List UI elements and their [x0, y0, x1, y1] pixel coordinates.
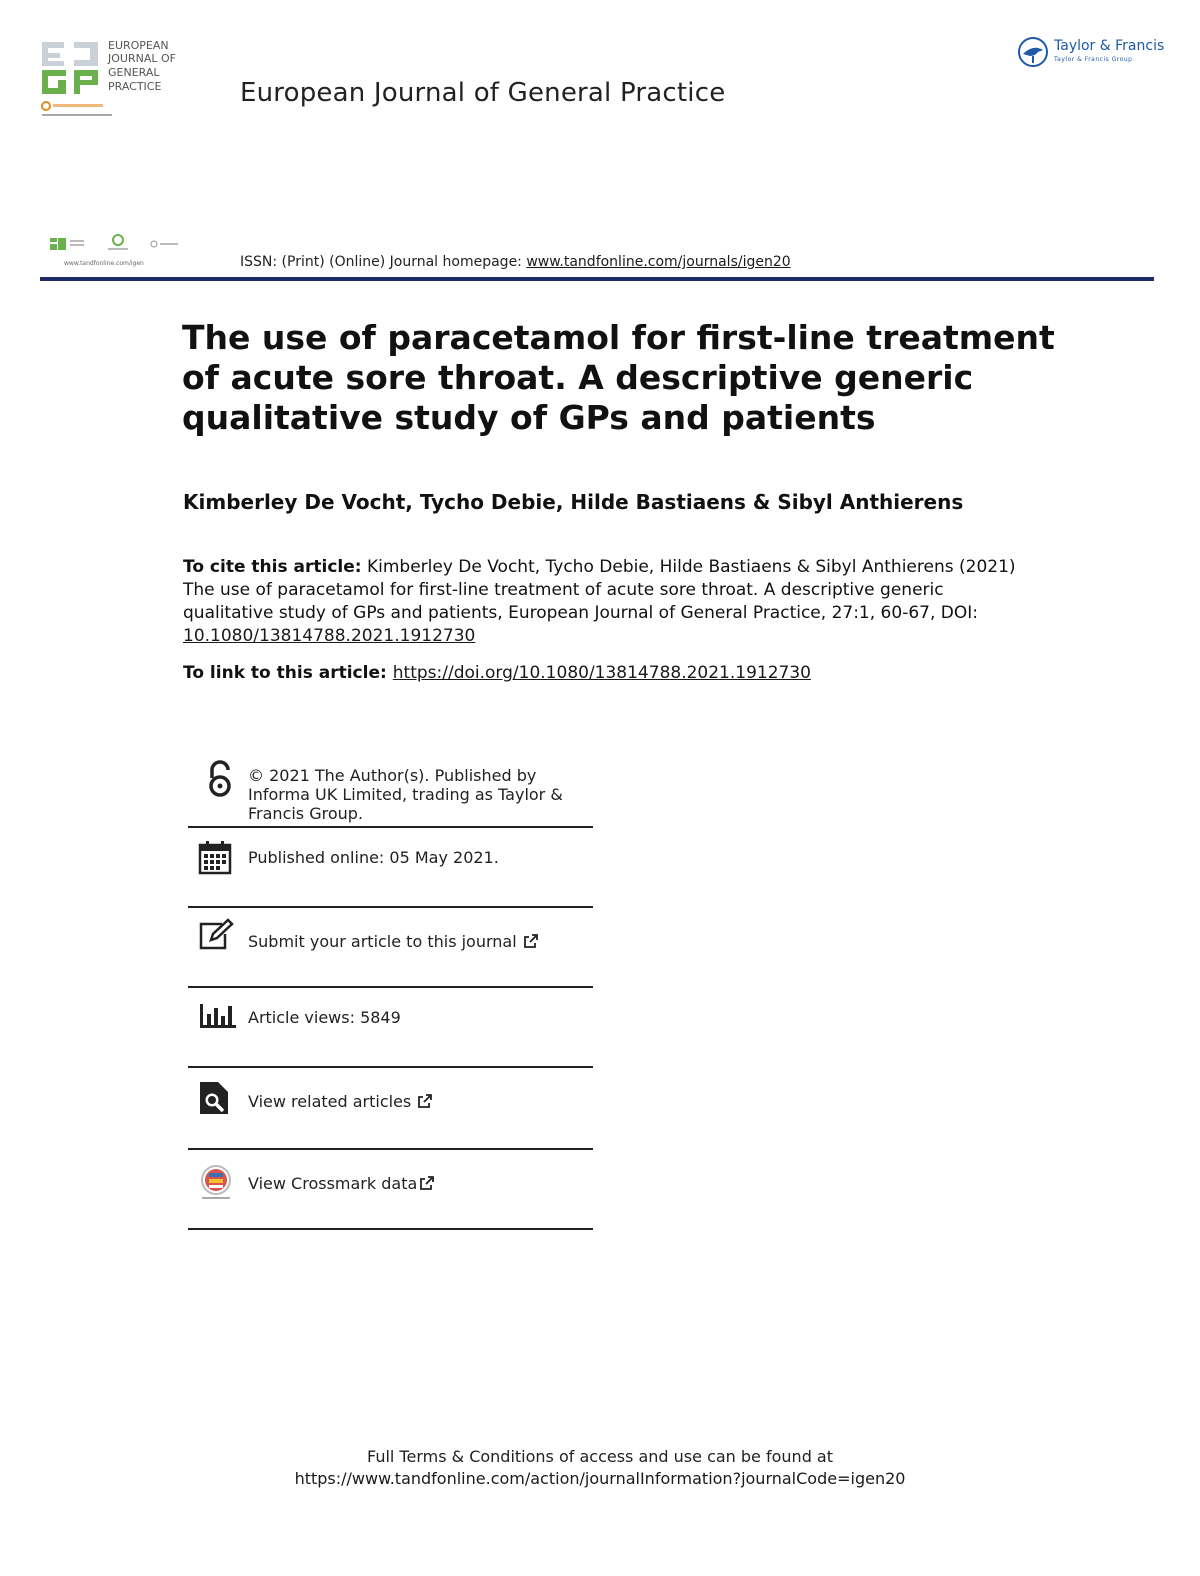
citation — [183, 556, 1023, 648]
cite-text: Kimberley De Vocht, Tycho Debie, Hilde Bastiaens & Sibyl Anthierens (2021) The use of paracetamol for first-line treatment of acute sore throat. A descriptive generic qualitative study of GPs and patients, European Journal of General Practice, 27:1, 60-67, DOI: — [183, 557, 1016, 623]
related-label: View related articles — [248, 1092, 412, 1111]
publisher-sub: Taylor & Francis Group — [1054, 56, 1133, 63]
article-link-line — [183, 663, 811, 683]
calendar-icon — [198, 840, 234, 876]
header-rule — [40, 277, 1154, 281]
svg-text:PRACTICE: PRACTICE — [108, 80, 162, 93]
crossmark-icon — [198, 1164, 234, 1200]
submit-text[interactable] — [248, 932, 593, 953]
crossmark-row[interactable] — [188, 1158, 593, 1230]
external-link-icon — [417, 1093, 433, 1113]
document-search-icon — [198, 1080, 234, 1116]
cite-doi-link[interactable]: 10.1080/13814788.2021.1912730 — [183, 626, 476, 646]
article-title: The use of paracetamol for first-line treatment of acute sore throat. A descriptive generic qualitative study of GPs and patients — [182, 318, 1055, 437]
views-text: Article views: 5849 — [248, 1008, 401, 1027]
footer — [0, 1446, 1200, 1490]
svg-text:GENERAL: GENERAL — [108, 66, 160, 79]
submit-label: Submit your article to this journal — [248, 932, 517, 951]
views-row — [188, 996, 593, 1068]
edit-icon — [198, 918, 234, 954]
submit-row[interactable] — [188, 916, 593, 988]
published-text: Published online: 05 May 2021. — [248, 848, 499, 867]
cite-label: To cite this article: — [183, 557, 362, 577]
published-row — [188, 836, 593, 908]
bar-chart-icon — [198, 1002, 234, 1038]
link-label: To link to this article: — [183, 663, 387, 683]
external-link-icon — [523, 933, 539, 953]
mini-url: www.tandfonline.com/igen — [64, 260, 144, 267]
journal-logo — [40, 40, 220, 130]
crossmark-text[interactable] — [248, 1174, 593, 1195]
publisher-name: Taylor & Francis — [1054, 38, 1165, 54]
open-access-icon — [198, 760, 234, 796]
journal-name: European Journal of General Practice — [240, 78, 726, 108]
footer-terms-link[interactable]: https://www.tandfonline.com/action/journalInformation?journalCode=igen20 — [294, 1469, 906, 1488]
related-text[interactable] — [248, 1092, 593, 1113]
logo-line-1: EUROPEAN — [108, 40, 169, 52]
footer-line-1: Full Terms & Conditions of access and use can be found at — [366, 1447, 834, 1466]
copyright-row — [188, 760, 593, 828]
journal-homepage-link[interactable]: www.tandfonline.com/journals/igen20 — [526, 254, 791, 270]
external-link-icon — [419, 1175, 435, 1195]
copyright-text: © 2021 The Author(s). Published by Informa UK Limited, trading as Taylor & Francis Group. — [248, 766, 563, 823]
crossmark-label: View Crossmark data — [248, 1174, 418, 1193]
related-row[interactable] — [188, 1076, 593, 1150]
article-doi-link[interactable]: https://doi.org/10.1080/13814788.2021.1912730 — [392, 663, 811, 683]
issn-text: ISSN: (Print) (Online) Journal homepage: — [240, 254, 527, 270]
issn-line — [240, 254, 791, 270]
svg-text:JOURNAL OF: JOURNAL OF — [108, 52, 176, 65]
article-authors: Kimberley De Vocht, Tycho Debie, Hilde Bastiaens & Sibyl Anthierens — [183, 490, 964, 514]
